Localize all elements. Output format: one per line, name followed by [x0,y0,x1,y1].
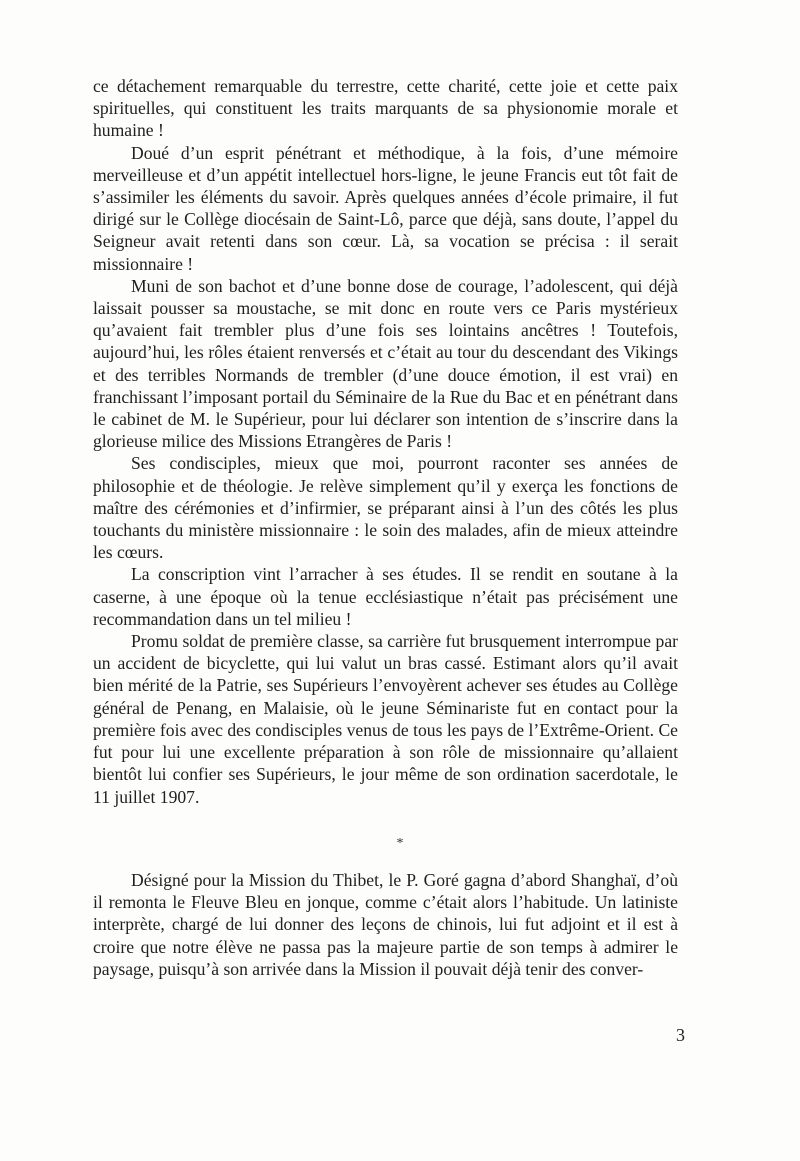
section-separator: * [396,836,404,851]
paragraph: ce détachement remarquable du terrestre, cette charité, cette joie et cette paix spirituelles, qui constituent les traits marquants de sa physionomie morale et humaine ! [93,76,678,141]
paragraph: Promu soldat de première classe, sa carrière fut brusquement interrompue par un accident de bicyclette, qui lui valut un bras cassé. Estimant alors qu’il avait bien mérité de la Patrie, ses Supérieurs l’envoyèrent achever ses études au Collège général de Penang, en Malaisie, où le jeune Séminariste fut en contact pour la première fois avec des condisciples venus de tous les pays de l’Extrême-Orient. Ce fut pour lui une excellente préparation à son rôle de missionnaire qu’allaient bientôt lui confier ses Supérieurs, le jour même de son ordination sacerdotale, le 11 juillet 1907. [93,631,678,807]
paragraph: Doué d’un esprit pénétrant et méthodique, à la fois, d’une mémoire merveilleuse et d’un appétit intellectuel hors-ligne, le jeune Francis eut tôt fait de s’assimiler les éléments du savoir. Après quelques années d’école primaire, il fut dirigé sur le Collège diocésain de Saint-Lô, parce que déjà, sans doute, l’appel du Seigneur avait retenti dans son cœur. Là, sa vocation se précisa : il serait missionnaire ! [93,142,678,274]
paragraph: Muni de son bachot et d’une bonne dose de courage, l’adolescent, qui déjà laissait pousser sa moustache, se mit donc en route vers ce Paris mystérieux qu’avaient fait trembler plus d’une fois ses lointains ancêtres ! Toutefois, aujourd’hui, les rôles étaient renversés et c’était au tour du descendant des Vikings et des terribles Normands de trembler (d’une douce émotion, il est vrai) en franchissant l’imposant portail du Séminaire de la Rue du Bac et en pénétrant dans le cabinet de M. le Supérieur, pour lui déclarer son intention de s’inscrire dans la glorieuse milice des Missions Etrangères de Paris ! [93,275,678,452]
paragraph: Ses condisciples, mieux que moi, pourront raconter ses années de philosophie et de théologie. Je relève simplement qu’il y exerça les fonctions de maître des cérémonies et d’infirmier, se préparant ainsi à l’un des côtés les plus touchants du ministère missionnaire : le soin des malades, afin de mieux atteindre les cœurs. [93,453,678,563]
section-2-text [93,869,678,980]
paragraph: La conscription vint l’arracher à ses études. Il se rendit en soutane à la caserne, à une époque où la tenue ecclésiastique n’était pas précisément une recommandation dans un tel milieu ! [93,564,678,629]
page-number: 3 [676,1025,685,1045]
body-text [93,75,678,808]
paragraph: Désigné pour la Mission du Thibet, le P. Goré gagna d’abord Shanghaï, d’où il remonta le Fleuve Bleu en jonque, comme c’était alors l’habitude. Un latiniste interprète, chargé de lui donner des leçons de chinois, lui fut adjoint et il est à croire que notre élève ne passa pas la majeure partie de son temps à admirer le paysage, puisqu’à son arrivée dans la Mission il pouvait déjà tenir des conver- [93,870,678,979]
